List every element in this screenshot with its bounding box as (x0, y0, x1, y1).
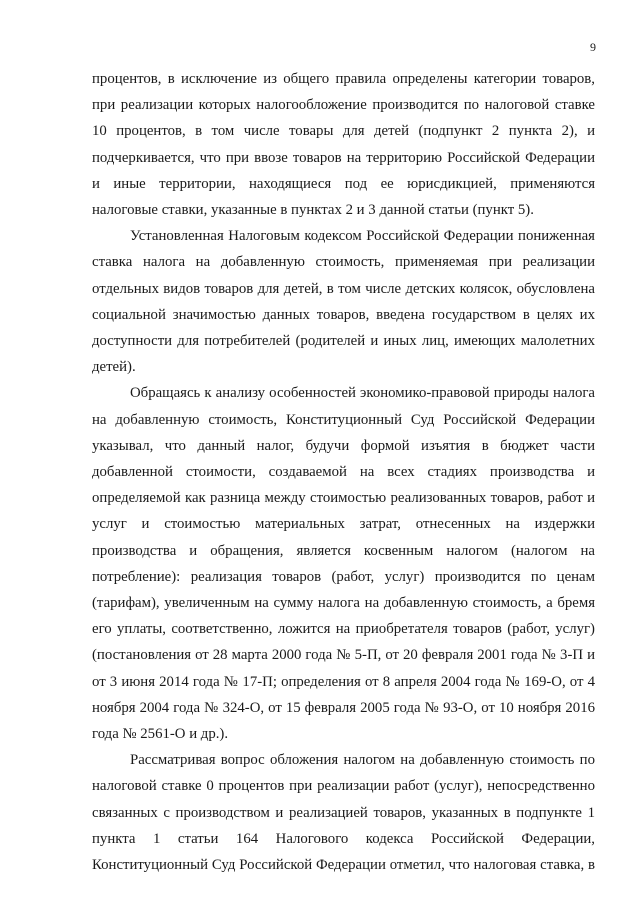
paragraph-vat-nature: Обращаясь к анализу особенностей экономико-правовой природы налога на добавленную стоимость, Конституционный Суд Российской Федерации указывал, что данный налог, будучи формой изъятия в бюджет части добавленной стоимости, создаваемой на всех стадиях производства и определяемой как разница между стоимостью реализованных товаров, работ и услуг и стоимостью материальных затрат, отнесенных на издержки производства и обращения, является косвенным налогом (налогом на потребление): реализация товаров (работ, услуг) производится по ценам (тарифам), увеличенным на сумму налога на добавленную стоимость, а бремя его уплаты, соответственно, ложится на приобретателя товаров (работ, услуг) (постановления от 28 марта 2000 года № 5-П, от 20 февраля 2001 года № 3-П и от 3 июня 2014 года № 17-П; определения от 8 апреля 2004 года № 169-О, от 4 ноября 2004 года № 324-О, от 15 февраля 2005 года № 93-О, от 10 ноября 2016 года № 2561-О и др.). (92, 385, 595, 743)
paragraph-continuation: процентов, в исключение из общего правила определены категории товаров, при реализации которых налогообложение производится по налоговой ставке 10 процентов, в том числе товары для детей (подпункт 2 пункта 2), и подчеркивается, что при ввозе товаров на территорию Российской Федерации и иные территории, находящиеся под ее юрисдикцией, применяются налоговые ставки, указанные в пунктах 2 и 3 данной статьи (пункт 5). (92, 71, 595, 219)
page-number: 9 (590, 40, 596, 54)
paragraph-zero-rate: Рассматривая вопрос обложения налогом на добавленную стоимость по налоговой ставке 0 процентов при реализации работ (услуг), непосредственно связанных с производством и реализацией товаров, указанных в подпункте 1 пункта 1 статьи 164 Налогового кодекса Российской Федерации, Конституционный Суд Российской Федерации отметил, что налоговая ставка, в (92, 752, 595, 874)
paragraph-reduced-rate: Установленная Налоговым кодексом Российской Федерации пониженная ставка налога на добавленную стоимость, применяемая при реализации отдельных видов товаров для детей, в том числе детских колясок, обусловлена социальной значимостью данных товаров, введена государством в целях их доступности для потребителей (родителей и иных лиц, имеющих малолетних детей). (92, 228, 595, 376)
body-text (92, 66, 595, 878)
